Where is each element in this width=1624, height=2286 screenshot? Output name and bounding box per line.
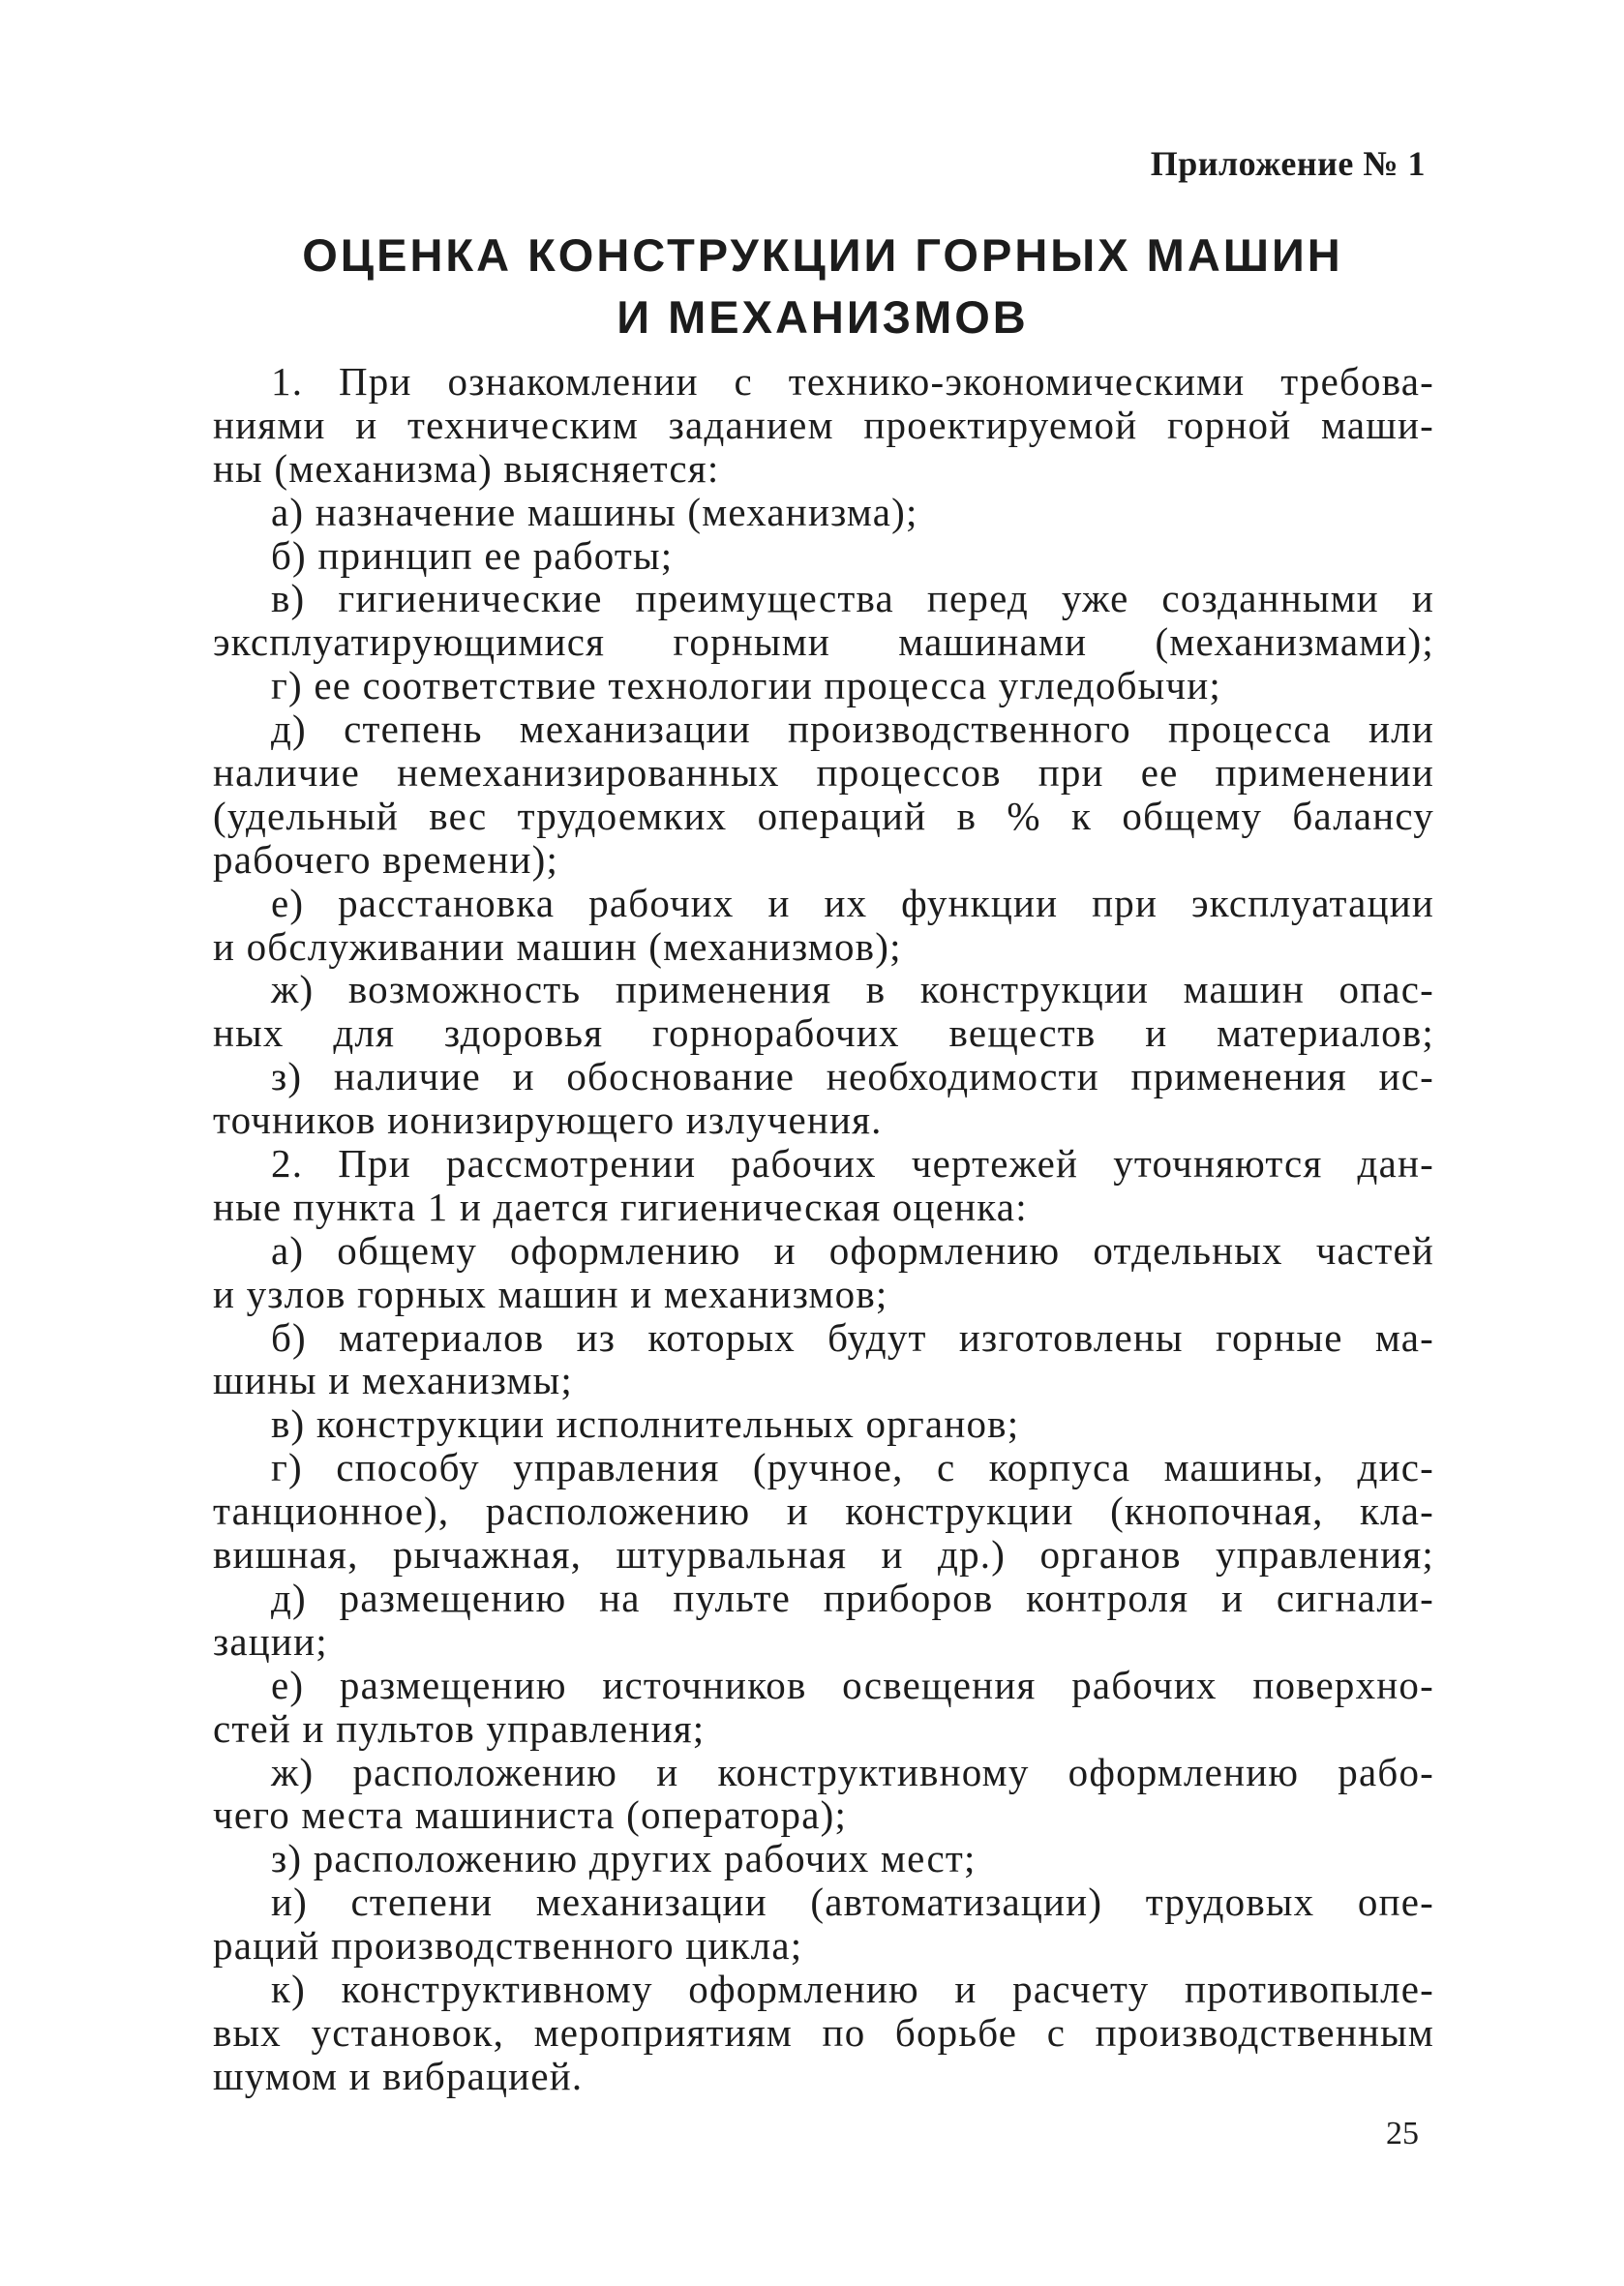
- text-line: 1. При ознакомлении с технико-экономическими требова-: [271, 359, 1434, 404]
- text-line: чего места машиниста (оператора);: [213, 1792, 848, 1838]
- text-line: б) принцип ее работы;: [271, 532, 674, 578]
- text-line: и) степени механизации (автоматизации) трудовых опе-: [271, 1880, 1434, 1925]
- appendix-label: Приложение № 1: [1150, 144, 1426, 183]
- text-line: а) общему оформлению и оформлению отдельных частей: [271, 1227, 1434, 1273]
- text-line: раций производственного цикла;: [213, 1923, 803, 1969]
- text-line: а) назначение машины (механизма);: [271, 489, 918, 534]
- body-text: [213, 360, 1434, 2098]
- text-line: ж) расположению и конструктивному оформлению рабо-: [271, 1749, 1434, 1794]
- text-line: шумом и вибрацией.: [213, 2053, 584, 2098]
- text-line: танционное), расположению и конструкции (кнопочная, кла-: [213, 1489, 1434, 1534]
- text-line: е) расстановка рабочих и их функции при эксплуатации: [271, 880, 1434, 925]
- title-line-1: ОЦЕНКА КОНСТРУКЦИИ ГОРНЫХ МАШИН: [302, 229, 1343, 281]
- text-line: (удельный вес трудоемких операций в % к общему балансу: [213, 793, 1434, 838]
- text-line: в) гигиенические преимущества перед уже созданными и: [271, 576, 1434, 621]
- text-line: рабочего времени);: [213, 836, 559, 882]
- text-line: д) степень механизации производственного процесса или: [271, 707, 1434, 752]
- text-line: г) способу управления (ручное, с корпуса машины, дис-: [271, 1445, 1434, 1490]
- text-line: ных для здоровья горнорабочих веществ и материалов;: [213, 1010, 1434, 1056]
- text-line: эксплуатирующимися горными машинами (механизмами);: [213, 619, 1434, 665]
- text-line: точников ионизирующего излучения.: [213, 1098, 883, 1143]
- title-line-2: И МЕХАНИЗМОВ: [617, 291, 1029, 343]
- text-line: зации;: [213, 1618, 328, 1664]
- text-line: з) наличие и обоснование необходимости применения ис-: [271, 1054, 1434, 1099]
- text-line: д) размещению на пульте приборов контроля и сигнали-: [271, 1575, 1434, 1620]
- text-line: б) материалов из которых будут изготовлены горные ма-: [271, 1314, 1434, 1360]
- text-line: в) конструкции исполнительных органов;: [271, 1401, 1020, 1447]
- text-line: е) размещению источников освещения рабочих поверхно-: [271, 1662, 1434, 1707]
- text-line: 2. При рассмотрении рабочих чертежей уточняются дан-: [271, 1141, 1434, 1187]
- text-line: и обслуживании машин (механизмов);: [213, 923, 902, 969]
- text-line: и узлов горных машин и механизмов;: [213, 1271, 888, 1316]
- text-line: ны (механизма) выясняется:: [213, 445, 720, 491]
- text-line: ж) возможность применения в конструкции машин опас-: [271, 967, 1434, 1012]
- text-line: вых установок, мероприятиям по борьбе с производственным: [213, 2009, 1434, 2055]
- text-line: к) конструктивному оформлению и расчету противопыле-: [271, 1966, 1434, 2011]
- text-line: г) ее соответствие технологии процесса угледобычи;: [271, 663, 1221, 708]
- text-line: ниями и техническим заданием проектируемой горной маши-: [213, 402, 1434, 447]
- page-title: [223, 225, 1423, 348]
- page-number: 25: [1386, 2116, 1419, 2151]
- text-line: вишная, рычажная, штурвальная и др.) органов управления;: [213, 1532, 1434, 1578]
- text-line: ные пункта 1 и дается гигиеническая оценка:: [213, 1184, 1028, 1229]
- text-line: шины и механизмы;: [213, 1358, 573, 1403]
- text-line: наличие немеханизированных процессов при ее применении: [213, 750, 1434, 796]
- text-line: з) расположению других рабочих мест;: [271, 1836, 977, 1881]
- text-line: стей и пультов управления;: [213, 1705, 706, 1751]
